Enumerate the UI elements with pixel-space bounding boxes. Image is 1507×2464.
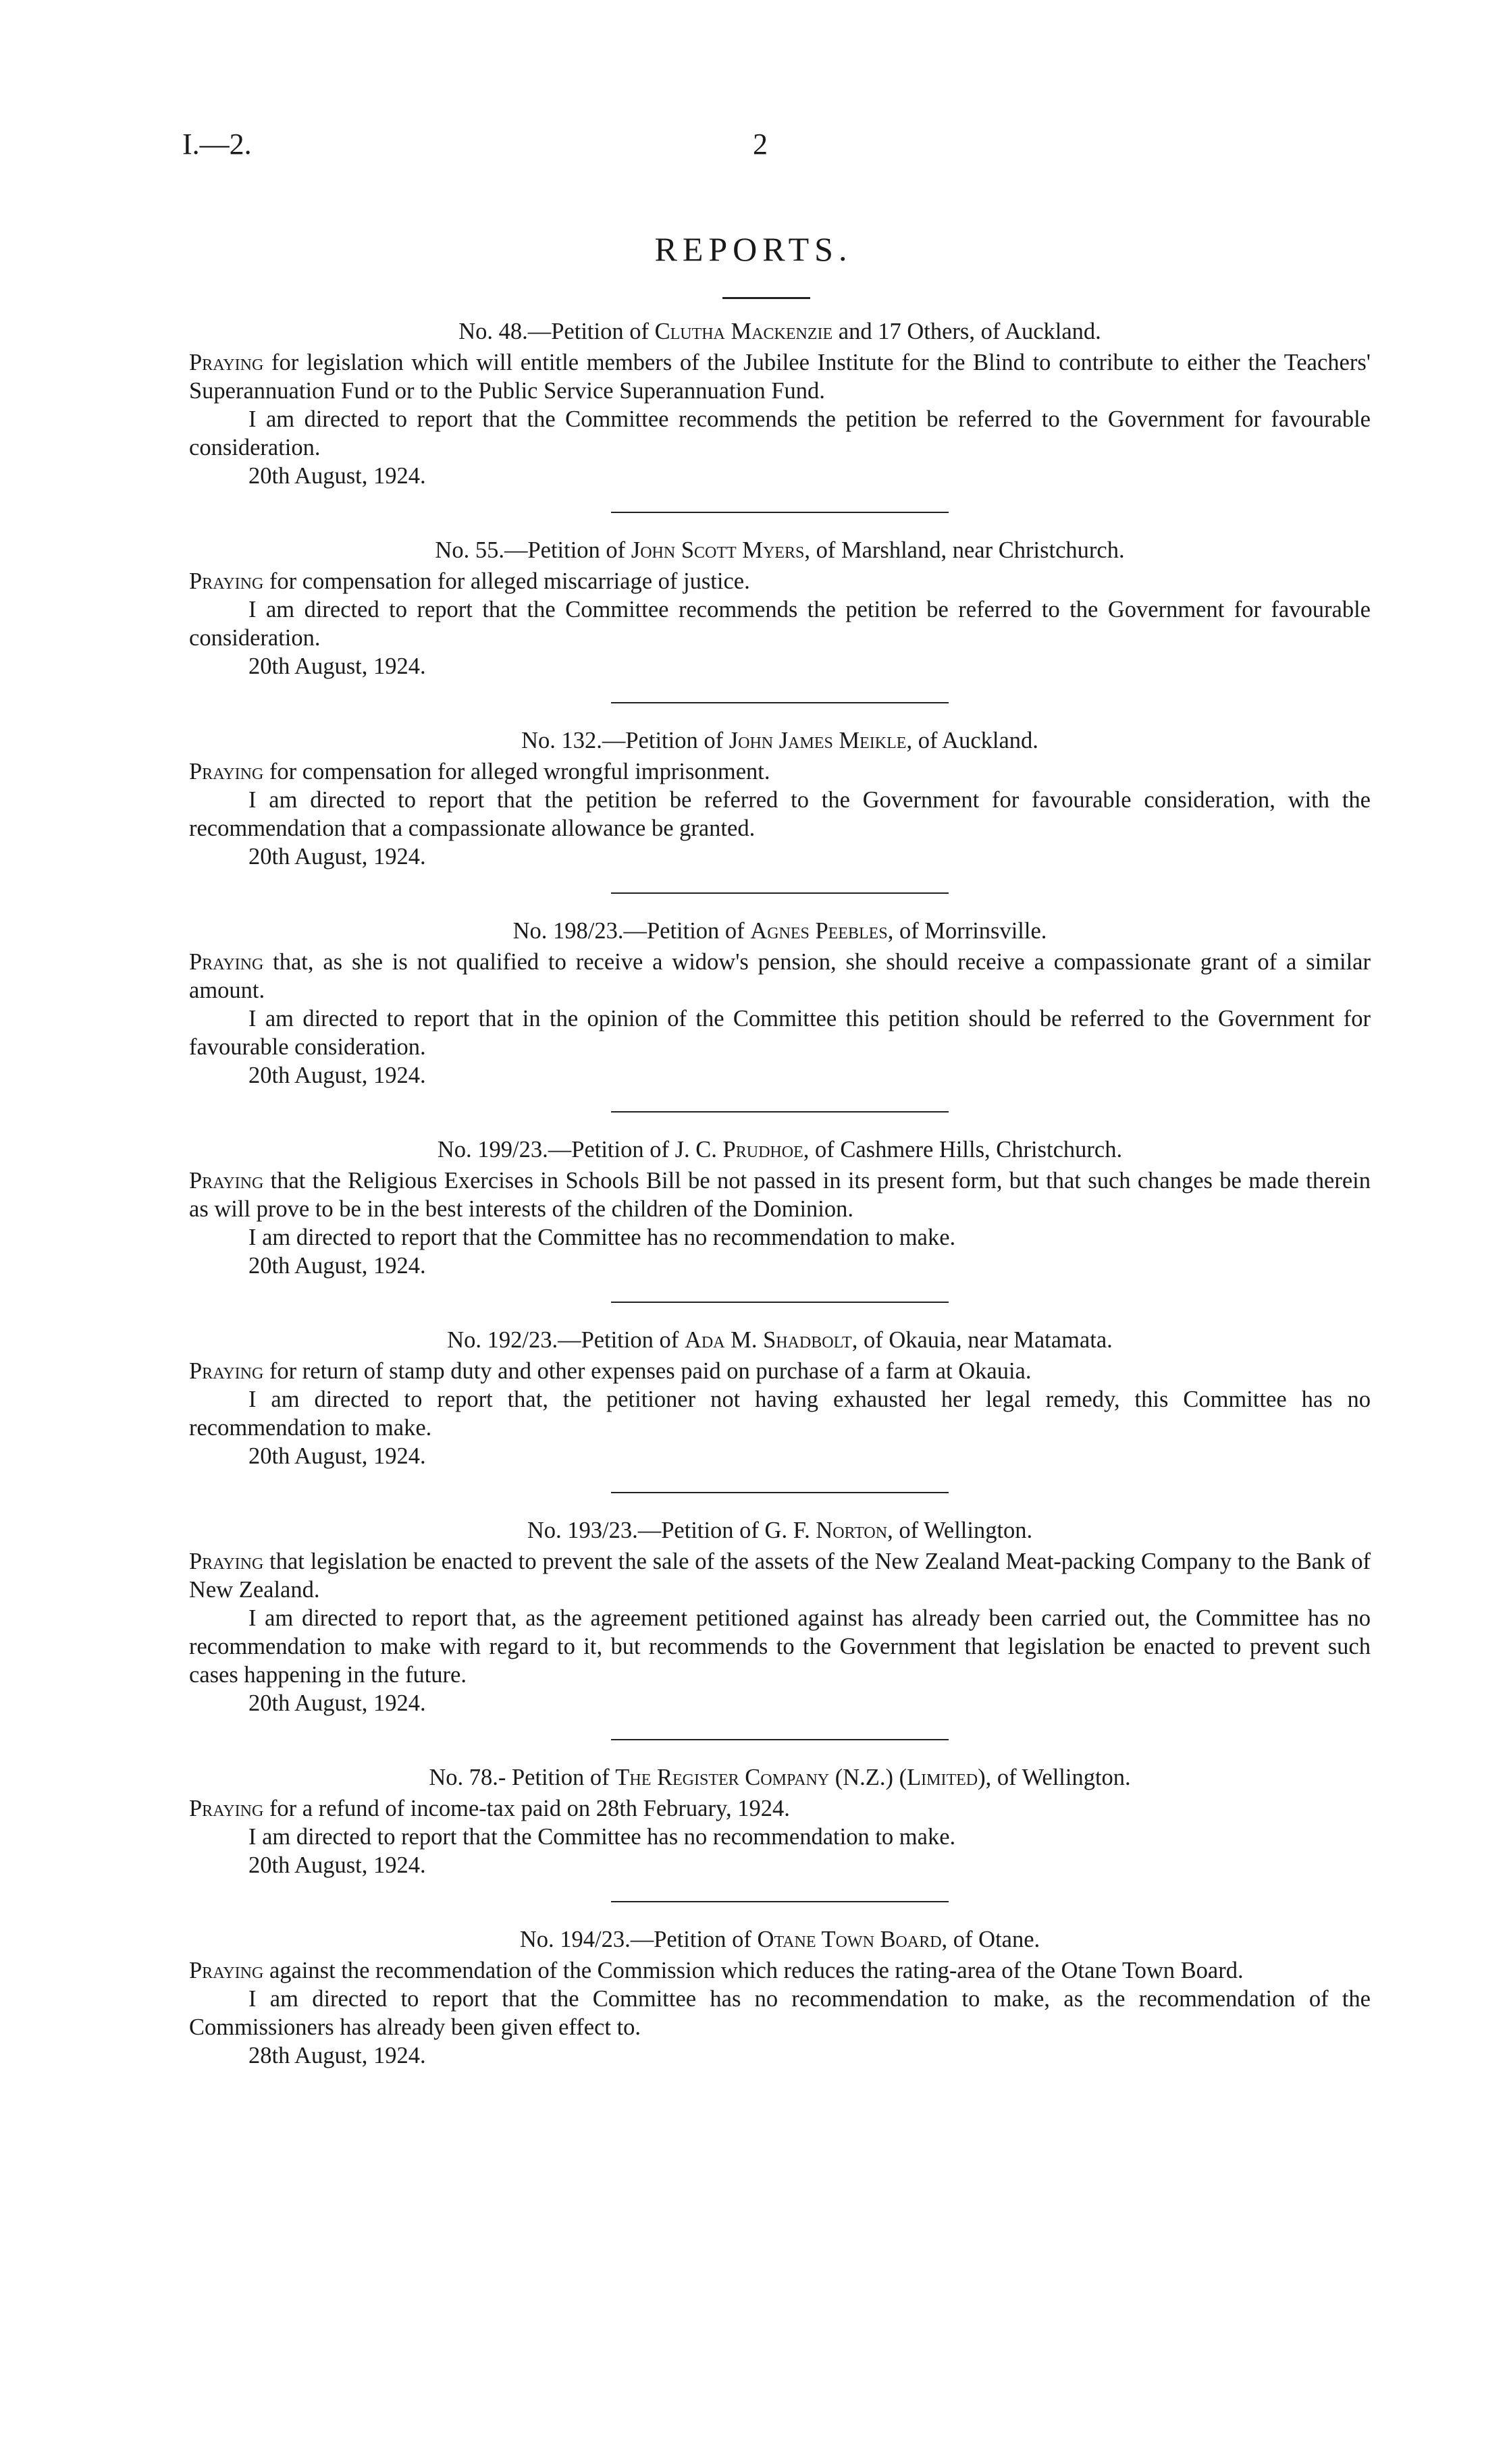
petition-heading <box>189 1763 1371 1792</box>
petitioner-location: , of Otane. <box>941 1927 1040 1952</box>
praying-text: for legislation which will entitle members of the Jubilee Institute for the Blind to contribute to either the Teachers' Superannuation Fund or to the Public Service Superannuation Fund. <box>189 350 1371 404</box>
section-divider <box>611 1901 949 1902</box>
petitioner-name: Clutha Mackenzie <box>654 319 833 344</box>
praying-paragraph <box>189 1547 1371 1604</box>
praying-paragraph <box>189 948 1371 1005</box>
praying-paragraph <box>189 348 1371 405</box>
petition-entry <box>189 317 1371 490</box>
praying-label: Praying <box>189 568 264 594</box>
petitioner-name: John James Meikle <box>729 728 907 753</box>
petitioner-location: , of Cashmere Hills, Christchurch. <box>803 1137 1123 1162</box>
section-divider <box>611 1492 949 1493</box>
petitioner-name: J. C. Prudhoe <box>675 1137 803 1162</box>
petition-heading <box>189 317 1371 346</box>
report-date: 28th August, 1924. <box>248 2043 426 2068</box>
petitioner-location: , of Okauia, near Matamata. <box>851 1327 1113 1353</box>
praying-text: for a refund of income-tax paid on 28th February, 1924. <box>263 1796 790 1821</box>
praying-paragraph <box>189 1956 1371 1985</box>
praying-text: for compensation for alleged wrongful imprisonment. <box>263 759 770 784</box>
report-date: 20th August, 1924. <box>248 1063 426 1088</box>
praying-paragraph <box>189 1167 1371 1223</box>
report-paragraph: I am directed to report that, as the agreement petitioned against has already been carried out, the Committee has no recommendation to make with regard to it, but recommends to the Government that legislation be enacted to prevent such cases happening in the future. <box>189 1605 1371 1688</box>
report-date: 20th August, 1924. <box>248 653 426 679</box>
petition-number: No. 48.—Petition of <box>458 319 655 344</box>
petition-number: No. 193/23.—Petition of <box>527 1518 765 1543</box>
petitioner-name: Otane Town Board <box>757 1927 942 1952</box>
document-reference: I.—2. <box>182 128 252 161</box>
petitioner-location: , of Auckland. <box>906 728 1038 753</box>
praying-label: Praying <box>189 949 264 975</box>
report-paragraph: I am directed to report that the Committee has no recommendation to make, as the recommendation of the Commissioners has already been given effect to. <box>189 1986 1371 2040</box>
section-divider <box>611 702 949 703</box>
petition-heading <box>189 536 1371 564</box>
petitioner-location: , of Morrinsville. <box>887 918 1047 944</box>
report-paragraph: I am directed to report that, the petitioner not having exhausted her legal remedy, this Committee has no recommendation to make. <box>189 1387 1371 1441</box>
section-divider <box>611 512 949 513</box>
report-paragraph: I am directed to report that the petition be referred to the Government for favourable consideration, with the recommendation that a compassionate allowance be granted. <box>189 787 1371 841</box>
petition-heading <box>189 1326 1371 1354</box>
report-date: 20th August, 1924. <box>248 1852 426 1878</box>
praying-text: that, as she is not qualified to receive a widow's pension, she should receive a compassionate grant of a similar amount. <box>189 949 1371 1003</box>
page-title: REPORTS. <box>654 230 853 268</box>
petition-number: No. 55.—Petition of <box>435 537 631 563</box>
petition-entry <box>189 536 1371 680</box>
petition-number: No. 194/23.—Petition of <box>519 1927 758 1952</box>
petitioner-location: , of Wellington. <box>985 1765 1131 1790</box>
petitioner-name: John Scott Myers <box>631 537 805 563</box>
petition-heading <box>189 1135 1371 1164</box>
report-date: 20th August, 1924. <box>248 844 426 869</box>
praying-label: Praying <box>189 1796 264 1821</box>
petition-number: No. 192/23.—Petition of <box>447 1327 685 1353</box>
petition-entry <box>189 1763 1371 1879</box>
praying-label: Praying <box>189 1358 264 1384</box>
praying-text: against the recommendation of the Commission which reduces the rating-area of the Otane Town Board. <box>263 1958 1244 1983</box>
section-divider <box>611 1739 949 1740</box>
section-divider <box>611 892 949 894</box>
petition-heading <box>189 1925 1371 1954</box>
praying-paragraph <box>189 1794 1371 1823</box>
page-number: 2 <box>753 128 768 161</box>
praying-paragraph <box>189 757 1371 786</box>
petitioner-name: Agnes Peebles <box>750 918 888 944</box>
praying-paragraph <box>189 567 1371 595</box>
section-divider <box>611 1302 949 1303</box>
praying-label: Praying <box>189 350 264 375</box>
praying-text: for compensation for alleged miscarriage of justice. <box>263 568 750 594</box>
report-paragraph: I am directed to report that in the opinion of the Committee this petition should be referred to the Government for favourable consideration. <box>189 1006 1371 1060</box>
petition-heading <box>189 1516 1371 1545</box>
praying-text: for return of stamp duty and other expenses paid on purchase of a farm at Okauia. <box>263 1358 1032 1384</box>
praying-paragraph <box>189 1357 1371 1385</box>
praying-label: Praying <box>189 759 264 784</box>
praying-text: that the Religious Exercises in Schools Bill be not passed in its present form, but that such changes be made therein as will prove to be in the best interests of the children of the Dominion. <box>189 1168 1371 1222</box>
petitioner-name: The Register Company (N.Z.) (Limited) <box>615 1765 986 1790</box>
petitioner-name: Ada M. Shadbolt <box>684 1327 852 1353</box>
petition-heading <box>189 726 1371 755</box>
section-divider <box>611 1111 949 1113</box>
report-date: 20th August, 1924. <box>248 1690 426 1716</box>
petition-number: No. 132.—Petition of <box>521 728 729 753</box>
praying-label: Praying <box>189 1958 264 1983</box>
petitioner-name: G. F. Norton <box>764 1518 888 1543</box>
petition-entry <box>189 1925 1371 2070</box>
praying-text: that legislation be enacted to prevent the sale of the assets of the New Zealand Meat-packing Company to the Bank of New Zealand. <box>189 1549 1371 1603</box>
petitioner-location: , of Wellington. <box>887 1518 1033 1543</box>
petition-number: No. 199/23.—Petition of <box>437 1137 675 1162</box>
report-date: 20th August, 1924. <box>248 1443 426 1469</box>
report-paragraph: I am directed to report that the Committee recommends the petition be referred to the Government for favourable consideration. <box>189 406 1371 460</box>
report-date: 20th August, 1924. <box>248 1253 426 1279</box>
report-paragraph: I am directed to report that the Committee has no recommendation to make. <box>248 1824 956 1850</box>
title-divider <box>722 297 810 299</box>
petition-number: No. 78.- Petition of <box>429 1765 616 1790</box>
petition-entry <box>189 917 1371 1090</box>
praying-label: Praying <box>189 1549 264 1574</box>
petitioner-location: and 17 Others, of Auckland. <box>832 319 1101 344</box>
page-header <box>182 127 1303 167</box>
petition-entry <box>189 1326 1371 1470</box>
petition-number: No. 198/23.—Petition of <box>512 918 751 944</box>
report-paragraph: I am directed to report that the Committee recommends the petition be referred to the Government for favourable consideration. <box>189 597 1371 651</box>
petition-entry <box>189 1516 1371 1717</box>
report-date: 20th August, 1924. <box>248 463 426 489</box>
praying-label: Praying <box>189 1168 264 1194</box>
petition-entry <box>189 726 1371 871</box>
petition-heading <box>189 917 1371 945</box>
petition-entry <box>189 1135 1371 1280</box>
petitioner-location: , of Marshland, near Christchurch. <box>804 537 1125 563</box>
report-paragraph: I am directed to report that the Committee has no recommendation to make. <box>248 1225 956 1250</box>
petition-list <box>189 317 1371 2070</box>
